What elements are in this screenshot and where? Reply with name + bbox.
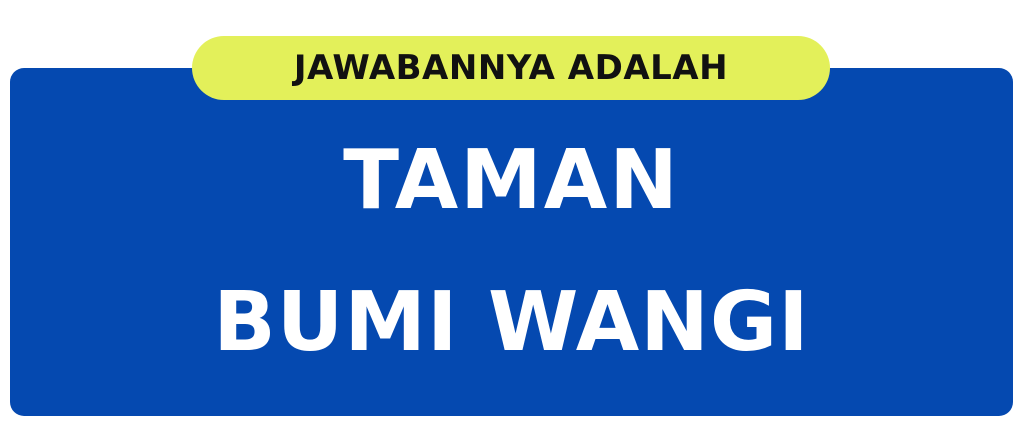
answer-line-1: TAMAN xyxy=(343,133,680,228)
label-text: JAWABANNYA ADALAH xyxy=(293,48,729,88)
answer-line-2: BUMI WANGI xyxy=(213,275,810,370)
label-pill xyxy=(192,36,830,100)
